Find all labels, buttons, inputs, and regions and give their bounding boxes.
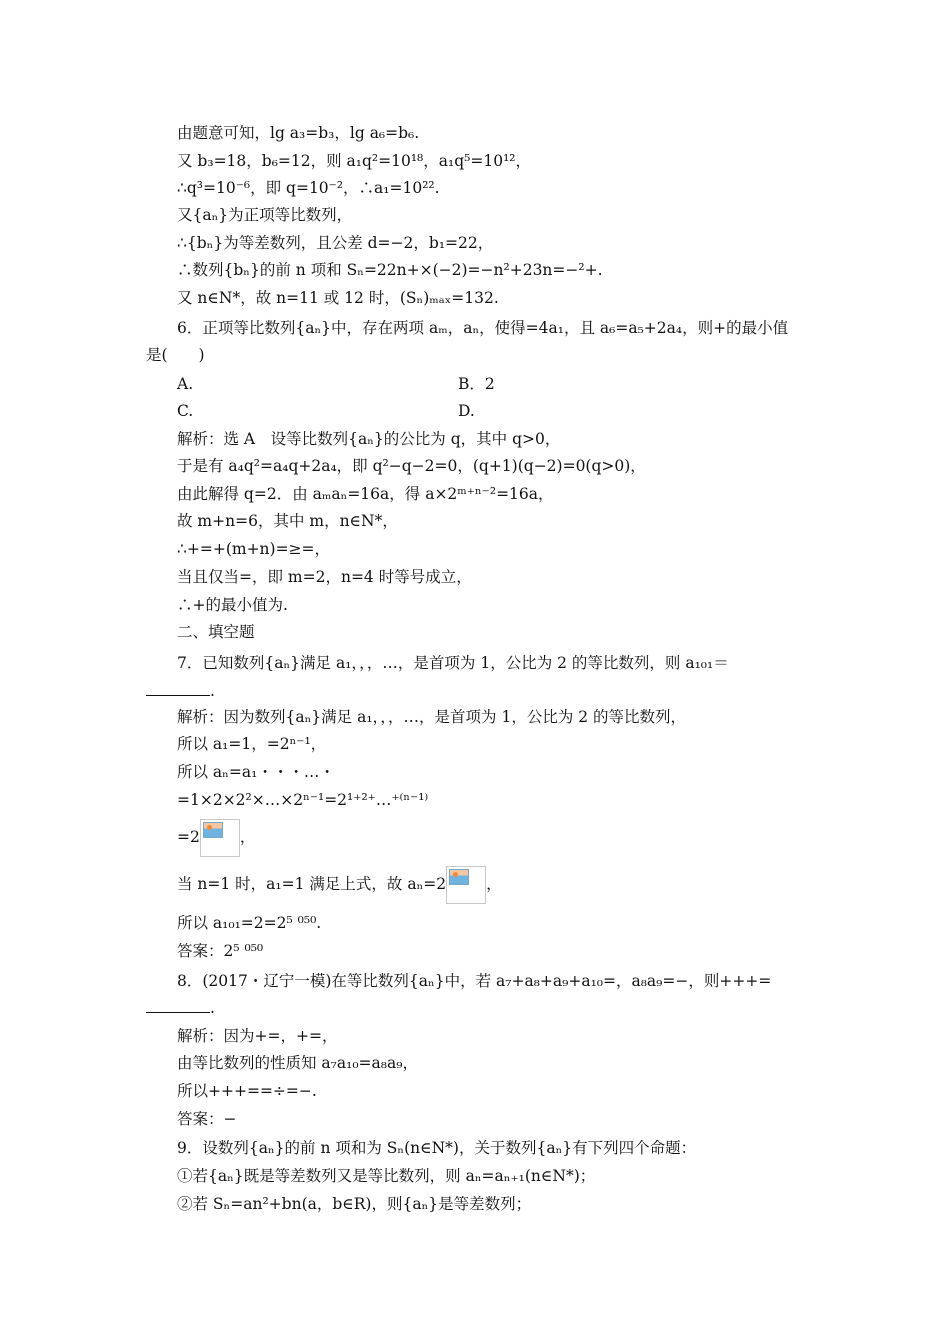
text-line: 解析：选 A 设等比数列{aₙ}的公比为 q，其中 q>0， <box>177 430 561 448</box>
option-c: C. <box>177 402 194 420</box>
text-line: 于是有 a₄q²=a₄q+2a₄，即 q²−q−2=0，(q+1)(q−2)=0(q>0)， <box>177 457 646 475</box>
text-line: 当且仅当=，即 m=2，n=4 时等号成立， <box>177 568 472 586</box>
missing-image-icon <box>200 819 240 857</box>
question-6: 6．正项等比数列{aₙ}中，存在两项 aₘ，aₙ，使得=4a₁，且 a₆=a₅+2a₄，则+的最小值 <box>177 319 789 337</box>
question-6-cont: 是( ) <box>146 346 205 364</box>
answer-blank <box>146 998 210 1013</box>
text-line: 由题意可知，lg a₃=b₃，lg a₆=b₆. <box>177 124 420 142</box>
text-line: 又{aₙ}为正项等比数列， <box>177 206 353 224</box>
text-line: 又 n∈N*，故 n=11 或 12 时，(Sₙ)ₘₐₓ=132. <box>177 289 499 307</box>
proposition-1: ①若{aₙ}既是等差数列又是等比数列，则 aₙ=aₙ₊₁(n∈N*)； <box>177 1167 596 1185</box>
text-line: ∴+=+(m+n)=≥=， <box>177 540 331 558</box>
answer-line: 答案：− <box>177 1110 237 1128</box>
section-heading: 二、填空题 <box>177 623 255 641</box>
formula-line: =2 ， <box>177 818 810 857</box>
text-line: 所以 aₙ=a₁・・・…・ <box>177 763 335 781</box>
option-b: B．2 <box>458 375 495 393</box>
proposition-2: ②若 Sₙ=an²+bn(a，b∈R)，则{aₙ}是等差数列； <box>177 1195 532 1213</box>
question-7-blank: . <box>146 680 810 702</box>
missing-image-icon <box>446 866 486 904</box>
text-line: ∴数列{bₙ}的前 n 项和 Sₙ=22n+×(−2)=−n²+23n=−²+. <box>177 261 603 279</box>
text-line: 由此解得 q=2．由 aₘaₙ=16a，得 a×2ᵐ⁺ⁿ⁻²=16a， <box>177 485 554 503</box>
text-line: 解析：因为数列{aₙ}满足 a₁，，，…，是首项为 1，公比为 2 的等比数列， <box>177 708 687 726</box>
text-line: 故 m+n=6，其中 m，n∈N*， <box>177 512 398 530</box>
text-line: ∴{bₙ}为等差数列，且公差 d=−2，b₁=22， <box>177 234 494 252</box>
text-line: ∴q³=10⁻⁶，即 q=10⁻²，∴a₁=10²². <box>177 179 440 197</box>
answer-line: 答案：2⁵ ⁰⁵⁰ <box>177 942 264 960</box>
formula-line: 当 n=1 时，a₁=1 满足上式，故 aₙ=2 ， <box>177 865 810 904</box>
option-d: D. <box>458 402 475 420</box>
text-line: ∴+的最小值为. <box>177 596 288 614</box>
question-8-blank: . <box>146 997 810 1019</box>
text-line: 由等比数列的性质知 a₇a₁₀=a₈a₉， <box>177 1054 418 1072</box>
text-line: 又 b₃=18，b₆=12，则 a₁q²=10¹⁸，a₁q⁵=10¹²， <box>177 152 532 170</box>
text-line: 所以 a₁₀₁=2=2⁵ ⁰⁵⁰. <box>177 914 322 932</box>
question-7: 7．已知数列{aₙ}满足 a₁，，，…，是首项为 1，公比为 2 的等比数列，则 a₁₀₁＝ <box>177 654 729 672</box>
text-line: =1×2×2²×…×2ⁿ⁻¹=2¹⁺²⁺…⁺⁽ⁿ⁻¹⁾ <box>177 791 429 809</box>
text-line: 所以 a₁=1，=2ⁿ⁻¹， <box>177 735 327 753</box>
answer-blank <box>146 681 210 696</box>
question-8: 8．(2017・辽宁一模)在等比数列{aₙ}中，若 a₇+a₈+a₉+a₁₀=，a₈a₉=−，则+++= <box>177 972 772 990</box>
text-line: 解析：因为+=，+=， <box>177 1027 338 1045</box>
option-a: A. <box>177 375 194 393</box>
text-line: 所以+++==÷=−. <box>177 1082 317 1100</box>
question-9: 9．设数列{aₙ}的前 n 项和为 Sₙ(n∈N*)，关于数列{aₙ}有下列四个命题： <box>177 1139 697 1157</box>
